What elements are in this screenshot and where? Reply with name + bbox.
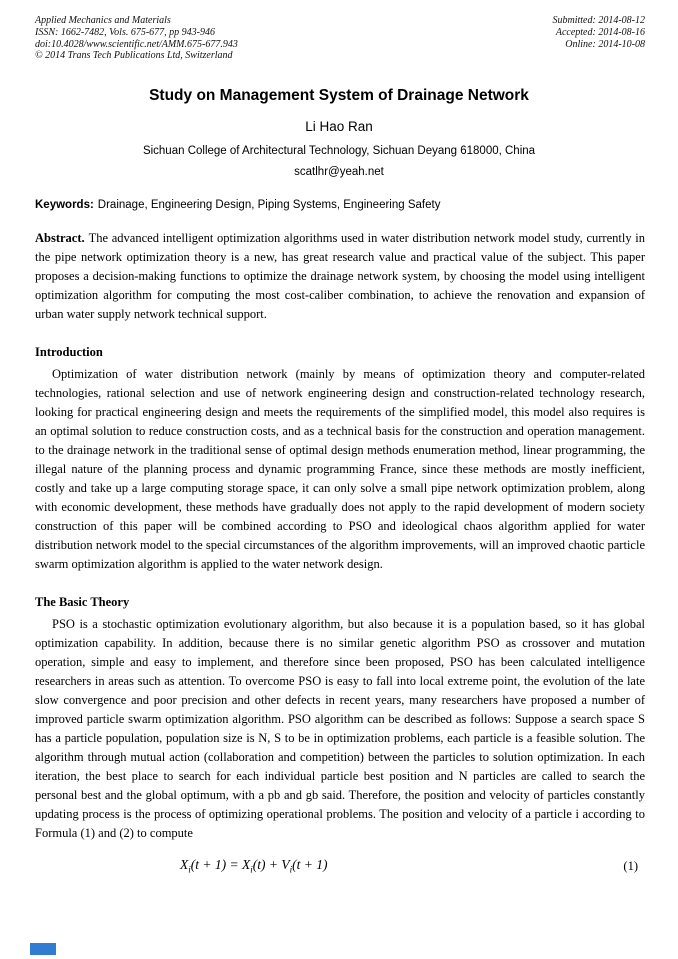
section-heading-basic-theory: The Basic Theory [35, 595, 130, 610]
eq-sub-i3: i [289, 864, 293, 875]
author-name: Li Hao Ran [305, 119, 373, 135]
equation-1-number: (1) [623, 858, 638, 873]
keywords-label: Keywords: [35, 199, 94, 212]
eq-var-x1: X [180, 857, 189, 873]
submission-dates [553, 15, 646, 62]
paper-title: Study on Management System of Drainage Network [149, 87, 529, 105]
eq-sub-i2: i [250, 864, 253, 875]
eq-mid-1: (t + 1) = [190, 857, 242, 873]
journal-doi: doi:10.4028/www.scientific.net/AMM.675-677.943 [35, 38, 238, 50]
journal-header [0, 0, 678, 62]
eq-sub-i1: i [188, 864, 191, 875]
keywords-text: Drainage, Engineering Design, Piping Systems, Engineering Safety [97, 199, 441, 212]
basic-theory-paragraph: PSO is a stochastic optimization evolutionary algorithm, but also because it is a population based, so it has global optimization capability. In addition, because there is no similar genetic algorithm PSO as crossover and mutation operation, simple and easy to implement, and therefore since been proposed, PSO has been calculated intelligence researchers in areas such as attention. To overcome PSO is easy to fall into local extreme point, the evolution of the late slow convergence and poor precision and other defects in recent years, many researchers have proposed a number of improved particle swarm optimization algorithm. PSO algorithm can be described as follows: Suppose a search space S has a particle population, population size is N, S to be in optimization problems, each particle is a feasible solution. The algorithm through mutual action (collaboration and competition) between the particles to solution optimization. In each iteration, the best place to search for each individual particle best position and N particles are called to search the personal best and the global optimum, with a pb and gb said. Therefore, the position and velocity of particles constantly updating process is the process of optimizing operational problems. The position and velocity of a particle i according to Formula (1) and (2) to compute [35, 617, 645, 841]
journal-info [35, 15, 238, 62]
keywords-line [35, 199, 645, 211]
submitted-date: Submitted: 2014-08-12 [552, 15, 645, 26]
journal-name: Applied Mechanics and Materials [35, 15, 171, 26]
eq-var-v3: V [281, 857, 290, 873]
eq-var-x2: X [241, 857, 251, 873]
journal-copyright: © 2014 Trans Tech Publications Ltd, Switzerland [35, 50, 233, 62]
email-address: scatlhr@yeah.net [294, 166, 384, 179]
eq-mid-2: (t) + [252, 857, 282, 873]
affiliation: Sichuan College of Architectural Technology, Sichuan Deyang 618000, China [142, 145, 536, 158]
journal-issn-vols: ISSN: 1662-7482, Vols. 675-677, pp 943-946 [35, 26, 215, 38]
accepted-date: Accepted: 2014-08-16 [555, 26, 645, 38]
footer-blue-marker [30, 943, 56, 955]
abstract-label: Abstract. [35, 231, 85, 246]
section-heading-introduction: Introduction [35, 345, 103, 360]
abstract-text: The advanced intelligent optimization algorithms used in water distribution network model study, currently in the pipe network optimization theory is a new, has great research value and practical value of the subject. This paper proposes a decision-making functions to optimize the drainage network system, by choosing the model using intelligent optimization algorithm for computing the most cost-caliber combination, to achieve the renovation and expansion of urban water supply network technical support. [35, 231, 645, 322]
eq-mid-3: (t + 1) [292, 857, 328, 873]
abstract-paragraph [35, 229, 645, 324]
introduction-paragraph: Optimization of water distribution network (mainly by means of optimization theory and computer-related technologies, rational selection and use of network engineering design and construction-related technology research, looking for practical engineering design and meets the requirements of the simplified model, this model also requires is an optimal solution to reduce construction costs, and as a technical basis for the construction and operation management. to the drainage network in the traditional sense of optimal design methods enumeration method, linear programming, the illegal nature of the planning process and dynamic programming France, since these methods are mostly inefficient, costly and take up a large computing storage space, it can only solve a small pipe network optimization problem, along with economic development, these methods have gradually does not apply to the rapid development of modern society construction of this paper will be combined according to PSO and ideological chaos algorithm applied for water distribution network model to the special circumstances of the algorithm improvements, will an improved chaotic particle swarm optimization algorithm is applied to the water network design. [35, 367, 645, 572]
equation-1-row [180, 857, 638, 875]
online-date: Online: 2014-10-08 [565, 38, 645, 50]
equation-1-body [180, 857, 327, 875]
